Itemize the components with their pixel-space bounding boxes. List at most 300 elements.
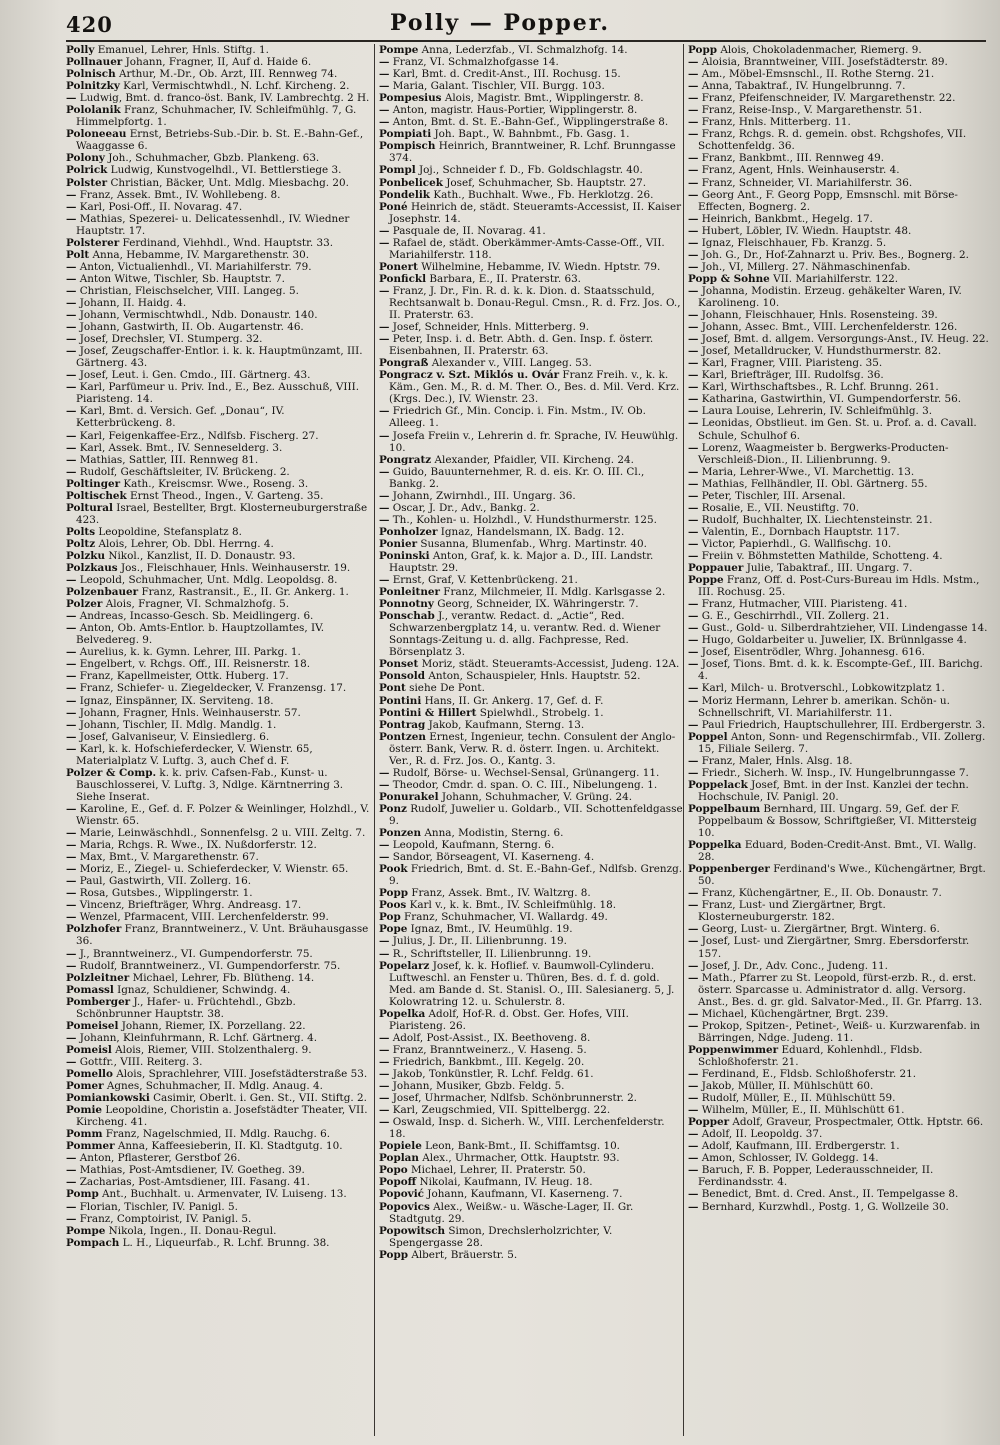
- entry-details: Moriz, E., Ziegel- u. Schieferdecker, V. Wienstr. 65.: [79, 863, 349, 876]
- directory-entry: [66, 442, 370, 454]
- entry-details: Aurelius, k. k. Gymn. Lehrer, III. Parkg. 1.: [79, 646, 301, 659]
- directory-entry: [66, 285, 370, 297]
- entry-details: Ernst, Betriebs-Sub.-Dir. b. St. E.-Bahn-Gef., Waaggasse 6.: [76, 128, 364, 153]
- entry-surname: —: [688, 899, 699, 912]
- entry-surname: —: [688, 682, 699, 695]
- directory-entry: [66, 803, 370, 827]
- entry-details: Heinrich, Bankbmt., Hegelg. 17.: [701, 212, 873, 225]
- entry-surname: —: [688, 260, 699, 273]
- entry-details: Johann, Fragner, Hnls. Weinhauserstr. 57.: [79, 706, 301, 719]
- entry-details: Friedr., Sicherh. W. Insp., IV. Hungelbrunngasse 7.: [701, 766, 969, 779]
- directory-entry: [688, 478, 992, 490]
- directory-entry: [66, 104, 370, 128]
- entry-surname: —: [688, 1200, 699, 1213]
- directory-entry: [688, 767, 992, 779]
- entry-details: Anna, Tabaktraf., IV. Hungelbrunng. 7.: [701, 80, 906, 93]
- entry-details: Jakob, Müller, II. Mühlschütt 60.: [701, 1080, 874, 1093]
- directory-entry: [379, 1249, 683, 1261]
- entry-surname: —: [688, 766, 699, 779]
- directory-entry: [688, 116, 992, 128]
- directory-entry: [66, 68, 370, 80]
- entry-details: Heinrich, Branntweiner, R. Lchf. Brunngasse 374.: [389, 140, 676, 165]
- entry-surname: —: [379, 465, 390, 478]
- entry-surname: Ponz: [379, 802, 407, 815]
- entry-surname: —: [379, 574, 390, 587]
- entry-details: Prokop, Spitzen-, Petinet-, Weiß- u. Kurzwarenfab. in Bärringen, Ndge. Judeng. 11.: [698, 1019, 980, 1044]
- entry-details: Andreas, Incasso-Gesch. Sb. Meidlingerg. 6.: [79, 610, 314, 623]
- entry-surname: —: [66, 742, 77, 755]
- entry-surname: —: [688, 598, 699, 611]
- directory-entry: [688, 562, 992, 574]
- entry-surname: Poltural: [66, 501, 113, 514]
- entry-details: Ludwig, Kunstvogelhdl., VI. Bettlerstiege 3.: [110, 164, 342, 177]
- directory-entry: [688, 261, 992, 273]
- entry-surname: —: [66, 465, 77, 478]
- entry-details: Heinrich de, städt. Steueramts-Accessist, II. Kaiser Josephstr. 14.: [389, 200, 682, 225]
- entry-details: Franz, Bankbmt., III. Rennweg 49.: [701, 152, 885, 165]
- entry-details: Theodor, Cmdr. d. span. O. C. III., Nibelungeng. 1.: [392, 778, 658, 791]
- entry-details: Ferdinand's Wwe., Küchengärtner, Brgt. 50.: [698, 863, 986, 888]
- directory-entry: [66, 430, 370, 442]
- entry-surname: —: [688, 381, 699, 394]
- entry-surname: —: [379, 405, 390, 418]
- entry-details: G. E., Geschirrhdl., VII. Zollerg. 21.: [701, 610, 890, 623]
- entry-surname: Poltischek: [66, 489, 127, 502]
- directory-entry: [66, 923, 370, 947]
- directory-entry: [66, 1032, 370, 1044]
- entry-surname: —: [688, 333, 699, 346]
- entry-surname: —: [688, 224, 699, 237]
- entry-surname: —: [688, 284, 699, 297]
- entry-details: Vincenz, Briefträger, Whrg. Andreasg. 17.: [79, 899, 302, 912]
- entry-details: Mathias, Post-Amtsdiener, IV. Goetheg. 39.: [79, 1164, 305, 1177]
- directory-entry: [66, 827, 370, 839]
- entry-surname: Poltinger: [66, 477, 121, 490]
- entry-details: Franz, Reise-Insp., V. Margarethenstr. 51.: [701, 104, 923, 117]
- entry-surname: —: [66, 188, 77, 201]
- entry-surname: Polts: [66, 525, 96, 538]
- entry-surname: Polnisch: [66, 68, 116, 81]
- entry-surname: —: [379, 333, 390, 346]
- entry-surname: —: [379, 947, 390, 960]
- entry-details: Johann, Riemer, IX. Porzellang. 22.: [121, 1019, 306, 1032]
- entry-details: Johann, Kleinfuhrmann, R. Lchf. Gärtnerg. 4.: [79, 1031, 318, 1044]
- entry-details: Johann, Schuhmacher, V. Grüng. 24.: [441, 790, 633, 803]
- directory-entry: [688, 502, 992, 514]
- directory-entry: [66, 1080, 370, 1092]
- entry-surname: Popelarz: [379, 959, 430, 972]
- entry-details: Laura Louise, Lehrerin, IV. Schleifmühlg. 3.: [701, 405, 933, 418]
- entry-details: Franz, Nagelschmied, II. Mdlg. Rauchg. 6.: [105, 1128, 331, 1141]
- entry-details: k. k. priv. Cafsen-Fab., Kunst- u. Bauschlosserei, V. Luftg. 3, Ndlge. Kärntnerring 3. Siehe Inserat.: [76, 766, 344, 803]
- entry-details: Franz, Maler, Hnls. Alsg. 18.: [701, 754, 853, 767]
- entry-surname: —: [688, 1128, 699, 1141]
- entry-details: Peter, Insp. i. d. Betr. Abth. d. Gen. Insp. f. österr. Eisenbahnen, II. Praterstr. 63.: [389, 333, 654, 358]
- entry-details: Alexander, Pfaidler, VII. Kircheng. 24.: [434, 453, 634, 466]
- entry-details: Anton, Graf, k. k. Major a. D., III. Landstr. Hauptstr. 29.: [389, 549, 654, 575]
- directory-entry: [66, 646, 370, 658]
- entry-details: Susanna, Blumenfab., Whrg. Martinstr. 40.: [420, 537, 647, 550]
- directory-entry: [379, 839, 683, 851]
- entry-surname: —: [688, 971, 699, 984]
- entry-details: Josef, Schneider, Hnls. Mitterberg. 9.: [392, 321, 590, 334]
- directory-entry: [66, 562, 370, 574]
- entry-surname: Ponier: [379, 537, 418, 550]
- entry-surname: —: [66, 92, 77, 105]
- directory-entry: [379, 1092, 683, 1104]
- directory-entry: [379, 104, 683, 116]
- directory-entry: [66, 1164, 370, 1176]
- directory-entry: [688, 1188, 992, 1200]
- column-middle: [379, 44, 683, 1436]
- directory-entry: [688, 1092, 992, 1104]
- directory-entry: [688, 514, 992, 526]
- entry-surname: —: [379, 851, 390, 864]
- directory-entry: [66, 767, 370, 803]
- entry-surname: Pomassl: [66, 983, 114, 996]
- directory-entry: [688, 92, 992, 104]
- entry-details: J., Branntweinerz., VI. Gumpendorferstr. 75.: [79, 947, 313, 960]
- entry-surname: —: [688, 357, 699, 370]
- entry-details: Karl, Briefträger, III. Rudolfsg. 36.: [701, 369, 884, 382]
- entry-surname: —: [379, 68, 390, 81]
- entry-surname: —: [688, 92, 699, 105]
- directory-entry: [379, 1201, 683, 1225]
- directory-entry: [379, 1032, 683, 1044]
- entry-details: Georg Ant., F. Georg Popp, Emsnschl. mit Börse-Effecten, Bognerg. 2.: [698, 188, 958, 213]
- entry-surname: Popoff: [379, 1176, 417, 1189]
- entry-details: Ignaz, Einspänner, IX. Serviteng. 18.: [79, 694, 274, 707]
- directory-entry: [688, 249, 992, 261]
- entry-details: Jakob, Kaufmann, Sterng. 13.: [428, 718, 585, 731]
- directory-entry: [66, 189, 370, 201]
- entry-surname: —: [688, 116, 699, 129]
- directory-entry: [66, 682, 370, 694]
- entry-details: Franz, J. Dr., Fin. R. d. k. k. Dion. d. Staatsschuld, Rechtsanwalt b. Donau-Regul. Cmsn., R. d. Frz. Jos. O., II. Praterstr. 63.: [389, 284, 681, 322]
- directory-entry: [66, 333, 370, 345]
- entry-details: Ludwig, Bmt. d. franco-öst. Bank, IV. Lambrechtg. 2 H.: [79, 92, 370, 105]
- directory-entry: [379, 598, 683, 610]
- entry-surname: —: [66, 284, 77, 297]
- entry-details: Simon, Drechslerholzrichter, V. Spengergasse 28.: [389, 1224, 613, 1249]
- entry-details: Leopoldine, Choristin a. Josefstädter Theater, VII. Kircheng. 41.: [76, 1104, 368, 1129]
- entry-surname: Popiele: [379, 1140, 422, 1153]
- directory-entry: [688, 56, 992, 68]
- directory-entry: [66, 321, 370, 333]
- entry-surname: —: [66, 706, 77, 719]
- directory-entry: [379, 261, 683, 273]
- entry-surname: —: [688, 309, 699, 322]
- entry-surname: —: [379, 224, 390, 237]
- entry-details: Eduard, Boden-Credit-Anst. Bmt., VI. Wallg. 28.: [698, 839, 977, 864]
- entry-details: Johanna, Modistin. Erzeug. gehäkelter Waren, IV. Karolineng. 10.: [698, 284, 962, 309]
- entry-surname: —: [688, 718, 699, 731]
- entry-surname: Poppenwimmer: [688, 1043, 779, 1056]
- entry-surname: Ponsold: [379, 670, 426, 683]
- entry-details: Bernhard, Kurzwhdl., Postg. 1, G. Wollzeile 30.: [701, 1200, 949, 1213]
- entry-details: Julie, Tabaktraf., III. Ungarg. 7.: [746, 562, 913, 575]
- directory-entry: [66, 309, 370, 321]
- directory-entry: [379, 177, 683, 189]
- entry-details: Karl, Fragner, VIII. Piaristeng. 35.: [701, 357, 883, 370]
- entry-details: J., verantw. Redact. d. „Actie“, Red. Schwarzenbergplatz 14, u. verantw. Red. d. Wiener Sonntags-Zeitung u. d. allg. Fachpresse, Red. Börsenplatz 3.: [389, 610, 661, 659]
- entry-surname: —: [66, 429, 77, 442]
- directory-entry: [66, 743, 370, 767]
- entry-details: Th., Kohlen- u. Holzhdl., V. Hundsthurmerstr. 125.: [392, 513, 657, 526]
- entry-details: Franz, Comptoirist, IV. Panigl. 5.: [79, 1212, 252, 1225]
- directory-entry: [379, 1008, 683, 1032]
- entry-surname: —: [379, 56, 390, 69]
- directory-entry: [688, 550, 992, 562]
- entry-details: Joj., Schneider f. D., Fb. Goldschlagstr. 40.: [418, 164, 643, 177]
- directory-entry: [379, 610, 683, 658]
- directory-entry: [688, 68, 992, 80]
- directory-entry: [66, 707, 370, 719]
- entry-surname: —: [66, 272, 77, 285]
- entry-details: Leon, Bank-Bmt., II. Schiffamtsg. 10.: [425, 1140, 620, 1153]
- entry-details: Jos., Fleischhauer, Hnls. Weinhauserstr. 19.: [120, 562, 351, 575]
- entry-details: Rudolf, Branntweinerz., VI. Gumpendorferstr. 75.: [79, 959, 341, 972]
- entry-details: Lorenz, Waagmeister b. Bergwerks-Producten-Verschleiß-Dion., II. Lilienbrunng. 9.: [698, 441, 949, 466]
- page-header: [0, 8, 1000, 40]
- directory-entry: [688, 405, 992, 417]
- entry-surname: Pomiankowski: [66, 1092, 150, 1105]
- entry-surname: Pop: [379, 911, 401, 924]
- entry-surname: Ponleitner: [379, 586, 440, 599]
- entry-surname: —: [66, 887, 77, 900]
- entry-surname: —: [66, 321, 77, 334]
- entry-details: Franz, Hnls. Mitterberg. 11.: [701, 116, 851, 129]
- entry-surname: Pontzen: [379, 730, 426, 743]
- entry-details: Maria, Rchgs. R. Wwe., IX. Nußdorferstr. 12.: [79, 839, 317, 852]
- entry-details: Michael, Lehrer, II. Praterstr. 50.: [410, 1164, 586, 1177]
- directory-entry: [688, 321, 992, 333]
- entry-surname: —: [688, 1188, 699, 1201]
- directory-entry: [379, 550, 683, 574]
- directory-entry: [379, 1188, 683, 1200]
- entry-surname: Ponert: [379, 260, 418, 273]
- entry-details: Karl, Assek. Bmt., IV. Senneselderg. 3.: [79, 441, 283, 454]
- entry-surname: —: [688, 622, 699, 635]
- entry-surname: Popelka: [379, 1007, 426, 1020]
- entry-surname: —: [379, 1080, 390, 1093]
- entry-details: R., Schriftsteller, II. Lilienbrunng. 19.: [392, 947, 592, 960]
- entry-details: Anton, Sonn- und Regenschirmfab., VII. Zollerg. 15, Filiale Seilerg. 7.: [698, 730, 986, 755]
- entry-details: Oscar, J. Dr., Adv., Bankg. 2.: [392, 501, 540, 514]
- entry-surname: —: [66, 212, 77, 225]
- directory-entry: [379, 658, 683, 670]
- directory-entry: [688, 1020, 992, 1044]
- directory-entry: [379, 56, 683, 68]
- entry-details: Ignaz, Fleischhauer, Fb. Kranzg. 5.: [701, 236, 887, 249]
- directory-entry: [379, 1225, 683, 1249]
- directory-entry: [66, 622, 370, 646]
- entry-details: Friedrich, Bankbmt., III. Kegelg. 20.: [392, 1055, 585, 1068]
- directory-entry: [66, 887, 370, 899]
- entry-surname: Poltz: [66, 537, 96, 550]
- directory-entry: [66, 502, 370, 526]
- directory-entry: [688, 273, 992, 285]
- entry-surname: —: [688, 1152, 699, 1165]
- directory-entry: [66, 1201, 370, 1213]
- entry-surname: Poppenberger: [688, 863, 770, 876]
- directory-entry: [66, 658, 370, 670]
- entry-details: J., Hafer- u. Früchtehdl., Gbzb. Schönbrunner Hauptstr. 38.: [76, 995, 296, 1020]
- entry-surname: —: [688, 513, 699, 526]
- directory-entry: [66, 574, 370, 586]
- directory-entry: [379, 225, 683, 237]
- directory-entry: [66, 345, 370, 369]
- entry-surname: Poloneeau: [66, 128, 127, 141]
- directory-entry: [379, 1152, 683, 1164]
- entry-surname: —: [688, 465, 699, 478]
- entry-surname: Poos: [379, 899, 407, 912]
- entry-surname: —: [66, 369, 77, 382]
- entry-surname: —: [688, 104, 699, 117]
- directory-entry: [379, 321, 683, 333]
- directory-entry: [66, 598, 370, 610]
- directory-entry: [379, 935, 683, 947]
- entry-details: Leonidas, Obstlieut. im Gen. St. u. Prof. a. d. Cavall. Schule, Schulhof 6.: [698, 417, 977, 442]
- directory-entry: [688, 923, 992, 935]
- entry-surname: —: [688, 1019, 699, 1032]
- directory-entry: [688, 622, 992, 634]
- entry-details: Anton, magistr. Haus-Portier, Wipplingerstr. 8.: [392, 104, 638, 117]
- entry-surname: Pont: [379, 682, 406, 695]
- entry-details: Paul Friedrich, Hauptschullehrer, III. Erdbergerstr. 3.: [701, 718, 986, 731]
- entry-surname: Pontini & Hillert: [379, 706, 477, 719]
- entry-surname: Pondelik: [379, 188, 430, 201]
- directory-entry: [379, 586, 683, 598]
- directory-entry: [688, 490, 992, 502]
- entry-surname: —: [379, 1055, 390, 1068]
- entry-surname: —: [688, 1092, 699, 1105]
- entry-surname: Popp: [379, 1248, 408, 1261]
- entry-surname: —: [66, 899, 77, 912]
- entry-surname: Pompe: [66, 1224, 106, 1237]
- directory-entry: [688, 369, 992, 381]
- entry-details: Jakob, Tonkünstler, R. Lchf. Feldg. 61.: [392, 1067, 594, 1080]
- entry-surname: Polt: [66, 248, 90, 261]
- entry-details: Hans, II. Gr. Ankerg. 17, Gef. d. F.: [424, 694, 604, 707]
- entry-surname: Pomeisel: [66, 1019, 119, 1032]
- directory-entry: [66, 128, 370, 152]
- directory-entry: [379, 851, 683, 863]
- directory-entry: [66, 381, 370, 405]
- directory-entry: [688, 574, 992, 598]
- entry-details: Joh. G., Dr., Hof-Zahnarzt u. Priv. Bes., Bognerg. 2.: [701, 248, 969, 261]
- directory-entry: [66, 201, 370, 213]
- entry-details: Josef, Zeugschaffer-Entlor. i. k. k. Hauptmünzamt, III. Gärtnerg. 43.: [76, 345, 363, 370]
- entry-surname: —: [66, 670, 77, 683]
- entry-details: Franz, Pfeifenschneider, IV. Margarethenstr. 22.: [701, 92, 956, 105]
- entry-surname: Polster: [66, 176, 108, 189]
- entry-surname: —: [66, 839, 77, 852]
- entry-details: Johann, Fleischhauer, Hnls. Rosensteing. 39.: [701, 309, 938, 322]
- directory-entry: [66, 948, 370, 960]
- entry-details: Josef, Galvaniseur, V. Einsiedlerg. 6.: [79, 730, 270, 743]
- entry-details: Leopold, Schuhmacher, Unt. Mdlg. Leopoldsg. 8.: [79, 574, 338, 587]
- entry-surname: —: [66, 453, 77, 466]
- entry-surname: —: [379, 104, 390, 117]
- directory-entry: [66, 44, 370, 56]
- entry-surname: Poppelka: [688, 839, 742, 852]
- entry-surname: —: [688, 610, 699, 623]
- entry-details: Adolf, Hof-R. d. Obst. Ger. Hofes, VIII. Piaristeng. 26.: [389, 1007, 629, 1032]
- entry-surname: —: [66, 610, 77, 623]
- entry-details: Ignaz, Handelsmann, IX. Badg. 12.: [440, 525, 625, 538]
- directory-entry: [688, 598, 992, 610]
- entry-details: Franz, Schuhmacher, VI. Wallardg. 49.: [404, 911, 608, 924]
- entry-details: Moriz Hermann, Lehrer b. amerikan. Schön- u. Schnellschrift, VI. Mariahilferstr. 11.: [698, 694, 950, 719]
- entry-surname: —: [66, 333, 77, 346]
- entry-details: Franz, Milchmeier, II. Mdlg. Karlsgasse 2.: [443, 586, 666, 599]
- directory-entry: [688, 1128, 992, 1140]
- entry-details: Ernst, Graf, V. Kettenbrückeng. 21.: [392, 574, 578, 587]
- entry-surname: —: [688, 477, 699, 490]
- directory-entry: [688, 899, 992, 923]
- entry-surname: Poné: [379, 200, 408, 213]
- entry-details: Pasquale de, II. Novarag. 41.: [392, 224, 546, 237]
- entry-details: Rosa, Gutsbes., Wipplingerstr. 1.: [79, 887, 253, 900]
- entry-details: Sandor, Börseagent, VI. Kaserneng. 4.: [392, 851, 595, 864]
- directory-entry: [66, 610, 370, 622]
- entry-details: Alexander v., VIII. Langeg. 53.: [431, 357, 592, 370]
- entry-surname: —: [688, 345, 699, 358]
- entry-details: Arthur, M.-Dr., Ob. Arzt, III. Rennweg 74.: [118, 68, 338, 81]
- entry-details: Johann, Kaufmann, VI. Kaserneng. 7.: [427, 1188, 623, 1201]
- entry-details: Franz, Rchgs. R. d. gemein. obst. Rchgshofes, VII. Schottenfeldg. 36.: [698, 128, 967, 153]
- directory-entry: [688, 1080, 992, 1092]
- entry-surname: —: [66, 1176, 77, 1189]
- entry-details: Leopold, Kaufmann, Sterng. 6.: [392, 839, 555, 852]
- entry-details: Marie, Leinwäschhdl., Sonnenfelsg. 2 u. VIII. Zeltg. 7.: [79, 827, 366, 840]
- directory-entry: [66, 670, 370, 682]
- entry-surname: —: [66, 1055, 77, 1068]
- entry-details: Karl, Zeugschmied, VII. Spittelbergg. 22.: [392, 1104, 611, 1117]
- entry-details: Karl, k. k. Hofschieferdecker, V. Wienstr. 65, Materialplatz V. Luftg. 3, auch Chef d. F.: [76, 742, 313, 767]
- directory-entry: [379, 960, 683, 1008]
- entry-details: Mathias, Fellhändler, II. Obl. Gärtnerg. 55.: [701, 477, 928, 490]
- directory-entry: [688, 442, 992, 466]
- entry-details: Maria, Lehrer-Wwe., VI. Marchettig. 13.: [701, 465, 915, 478]
- entry-surname: Pompl: [379, 164, 416, 177]
- entry-details: Karl, Bmt. d. Versich. Gef. „Donau“, IV. Ketterbrückeng. 8.: [76, 405, 285, 430]
- entry-surname: —: [688, 923, 699, 936]
- entry-surname: —: [66, 851, 77, 864]
- entry-details: Karl, Feigenkaffee-Erz., Ndlfsb. Fischerg. 27.: [79, 429, 319, 442]
- entry-surname: Popp & Sohne: [688, 272, 770, 285]
- entry-surname: —: [379, 429, 390, 442]
- entry-surname: —: [688, 369, 699, 382]
- entry-details: Josef, Bmt. d. allgem. Versorgungs-Anst., IV. Heug. 22.: [701, 333, 989, 346]
- directory-entry: [379, 490, 683, 502]
- entry-details: L. H., Liqueurfab., R. Lchf. Brunng. 38.: [122, 1236, 330, 1249]
- directory-entry: [379, 405, 683, 429]
- entry-details: Alois, Chokoladenmacher, Riemerg. 9.: [720, 44, 922, 56]
- entry-details: Franz Freih. v., k. k. Käm., Gen. M., R. d. M. Ther. O., Bes. d. Mil. Verd. Krz. (Krgs. Dec.), IV. Wienstr. 23.: [389, 369, 680, 406]
- entry-surname: —: [66, 260, 77, 273]
- entry-surname: —: [688, 694, 699, 707]
- directory-entry: [688, 1201, 992, 1213]
- directory-entry: [66, 92, 370, 104]
- entry-surname: Pontrag: [379, 718, 426, 731]
- entry-surname: Polsterer: [66, 236, 120, 249]
- entry-details: Ferdinand, Viehhdl., Wnd. Hauptstr. 33.: [122, 236, 334, 249]
- directory-entry: [688, 731, 992, 755]
- entry-surname: Pomberger: [66, 995, 131, 1008]
- entry-details: Johann, Gastwirth, II. Ob. Augartenstr. 46.: [79, 321, 304, 334]
